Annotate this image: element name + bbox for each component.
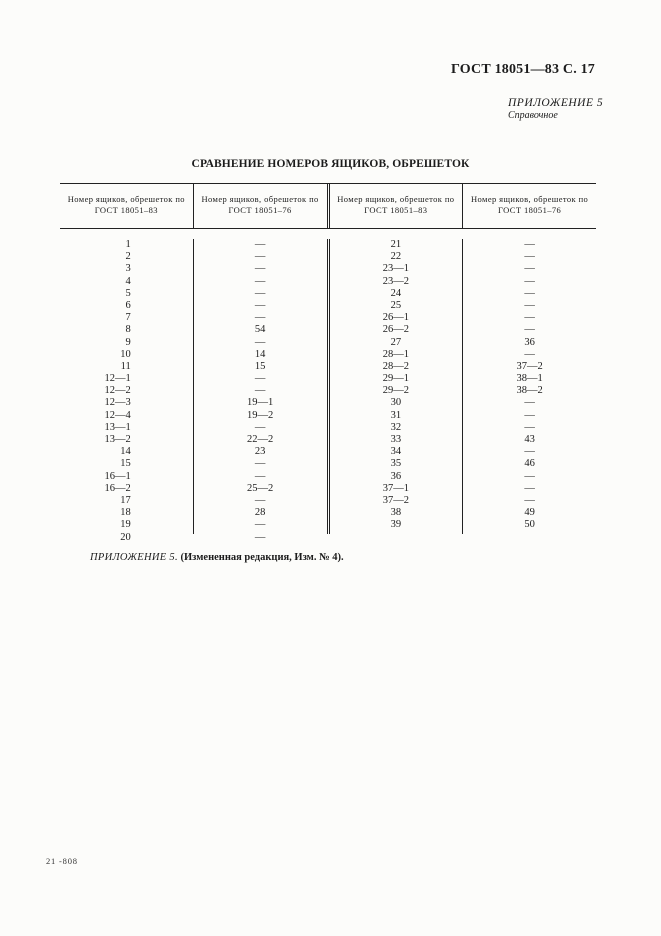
table-cell: —	[524, 239, 535, 250]
table-cell: 33	[390, 434, 402, 445]
table-cell: 13—1	[104, 421, 131, 433]
table-cell: —	[254, 421, 266, 433]
table-cell: —	[524, 287, 535, 299]
table-cell: 32	[390, 421, 402, 433]
table-cell: 34	[390, 446, 402, 458]
table-cell: 38	[390, 507, 402, 519]
table-cell: —	[524, 470, 535, 482]
header-col-4: Номер ящиков, обрешеток по ГОСТ 18051–76	[471, 194, 589, 215]
table-cell: —	[524, 348, 535, 360]
page-header: ГОСТ 18051—83 С. 17	[451, 62, 595, 77]
table-cell: 22	[390, 251, 402, 263]
header-col-2: Номер ящиков, обрешеток по ГОСТ 18051–76	[194, 184, 330, 228]
table-cell: 30	[390, 397, 402, 409]
table-cell: —	[254, 470, 266, 482]
table-cell: 25—2	[247, 482, 274, 494]
table-cell: 14	[254, 348, 266, 360]
table-cell: 3	[125, 263, 131, 275]
table-cell: 26—2	[382, 324, 409, 336]
table-cell: —	[524, 299, 535, 311]
table-body	[60, 229, 596, 543]
table-cell: 15	[254, 360, 266, 372]
appendix-label: ПРИЛОЖЕНИЕ 5	[508, 97, 604, 109]
table-cell: —	[524, 494, 535, 506]
table-cell: 54	[254, 324, 266, 336]
table-cell: 37—1	[382, 482, 409, 494]
table-cell: 20	[120, 531, 131, 543]
footnote	[90, 552, 344, 563]
table-cell: —	[254, 531, 266, 543]
print-code: 21 -808	[46, 856, 78, 866]
table-cell: —	[254, 458, 266, 470]
table-cell: 10	[120, 348, 131, 360]
table-cell: 38—2	[516, 385, 543, 397]
table-cell: —	[524, 482, 535, 494]
comparison-table	[60, 183, 596, 543]
table-cell: 46	[524, 458, 535, 470]
table-cell: —	[524, 251, 535, 263]
table-cell: 37—2	[382, 494, 409, 506]
table-cell: 22—2	[247, 434, 274, 445]
table-cell: 50	[524, 519, 535, 531]
table-cell: 23	[254, 446, 266, 458]
table-cell: —	[254, 519, 266, 531]
appendix-type: Справочное	[508, 110, 558, 121]
table-cell: —	[254, 263, 266, 275]
table-cell: —	[254, 299, 266, 311]
column-1	[60, 239, 194, 543]
table-cell: 27	[390, 336, 402, 348]
footnote-revision: (Измененная редакция, Изм. № 4).	[180, 552, 344, 563]
table-cell: —	[524, 275, 535, 287]
table-cell: 28—2	[382, 360, 409, 372]
table-cell: —	[254, 373, 266, 385]
table-cell: 37—2	[516, 360, 543, 372]
table-cell: 29—1	[382, 373, 409, 385]
table-cell: 39	[390, 519, 402, 531]
header-col-3: Номер ящиков, обрешеток по ГОСТ 18051–83	[330, 184, 464, 228]
table-cell: 9	[125, 336, 131, 348]
table-cell: 11	[120, 360, 131, 372]
table-cell: —	[254, 312, 266, 324]
footnote-appendix: ПРИЛОЖЕНИЕ 5.	[90, 552, 178, 563]
table-cell: 1	[125, 239, 131, 250]
table-cell: 12—1	[104, 373, 131, 385]
table-cell: 43	[524, 434, 535, 445]
table-cell: —	[254, 287, 266, 299]
header-col-1: Номер ящиков, обрешеток по ГОСТ 18051–83	[60, 184, 194, 228]
table-cell: 12—2	[104, 385, 131, 397]
table-cell: —	[254, 275, 266, 287]
table-cell: 19	[120, 519, 131, 531]
table-cell: 18	[120, 507, 131, 519]
table-cell: 49	[524, 507, 535, 519]
table-cell: —	[254, 385, 266, 397]
table-cell: 13—2	[104, 434, 131, 445]
table-title: СРАВНЕНИЕ НОМЕРОВ ЯЩИКОВ, ОБРЕШЕТОК	[191, 158, 470, 170]
table-cell: 38—1	[516, 373, 543, 385]
table-cell: —	[254, 336, 266, 348]
table-cell: 7	[125, 312, 131, 324]
table-cell: 25	[390, 299, 402, 311]
table-cell: 23—1	[382, 263, 409, 275]
table-cell: —	[524, 446, 535, 458]
table-cell: —	[524, 421, 535, 433]
table-cell: 36	[524, 336, 535, 348]
table-cell: —	[254, 251, 266, 263]
table-cell: 29—2	[382, 385, 409, 397]
table-cell: 28	[254, 507, 266, 519]
table-cell: —	[524, 312, 535, 324]
table-cell: 26—1	[382, 312, 409, 324]
table-cell: 4	[125, 275, 131, 287]
table-cell: 17	[120, 494, 131, 506]
table-cell: —	[524, 263, 535, 275]
table-cell: 35	[390, 458, 402, 470]
table-cell: 28—1	[382, 348, 409, 360]
table-cell: 21	[390, 239, 402, 250]
table-cell: —	[524, 324, 535, 336]
table-cell: 8	[125, 324, 131, 336]
table-header-row	[60, 183, 596, 229]
table-cell: 24	[390, 287, 402, 299]
table-cell: —	[524, 409, 535, 421]
table-cell: 6	[125, 299, 131, 311]
table-cell: 19—1	[247, 397, 274, 409]
table-cell: 2	[125, 251, 131, 263]
table-cell: 16—2	[104, 482, 131, 494]
table-cell: 16—1	[104, 470, 131, 482]
table-cell: 12—3	[104, 397, 131, 409]
table-cell: 31	[390, 409, 402, 421]
table-cell: —	[524, 397, 535, 409]
table-cell: —	[254, 239, 266, 250]
table-cell: —	[254, 494, 266, 506]
column-4	[463, 239, 596, 534]
column-2	[194, 239, 330, 543]
table-cell: 5	[125, 287, 131, 299]
table-cell: 12—4	[104, 409, 131, 421]
table-cell: 23—2	[382, 275, 409, 287]
table-cell: 36	[390, 470, 402, 482]
table-cell: 19—2	[247, 409, 274, 421]
column-3	[330, 239, 464, 534]
table-cell: 15	[120, 458, 131, 470]
table-cell: 14	[120, 446, 131, 458]
